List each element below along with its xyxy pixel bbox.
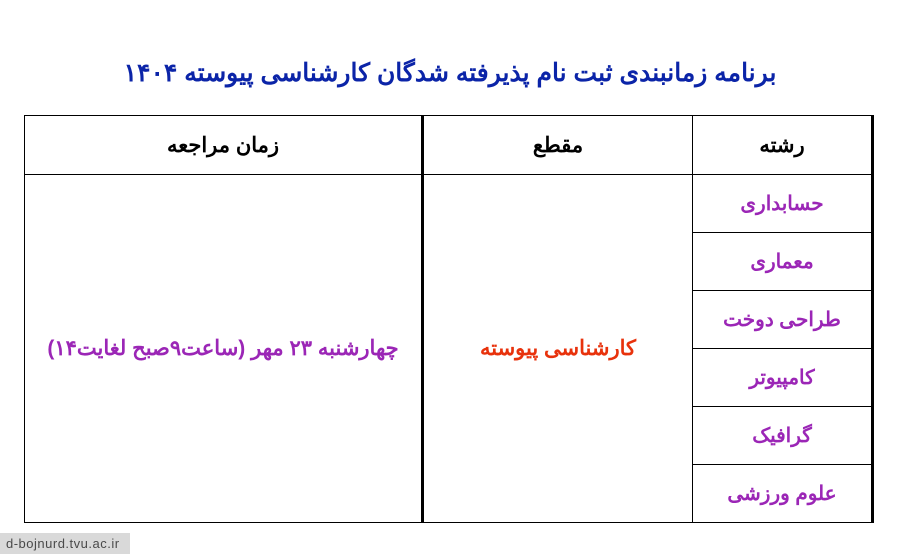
cell-reshte: کامپیوتر xyxy=(693,349,873,407)
cell-zaman: چهارشنبه ۲۳ مهر (ساعت۹صبح لغایت۱۴) xyxy=(25,175,423,523)
cell-moqta: کارشناسی پیوسته xyxy=(423,175,693,523)
table-row xyxy=(25,175,873,233)
column-header-zaman: زمان مراجعه xyxy=(25,116,423,175)
page-title: برنامه زمانبندی ثبت نام پذیرفته شدگان کارشناسی پیوسته ۱۴۰۴ xyxy=(123,59,777,87)
table-header-row xyxy=(25,116,873,175)
schedule-table-container xyxy=(26,115,874,523)
cell-reshte: حسابداری xyxy=(693,175,873,233)
schedule-table xyxy=(24,115,874,523)
column-header-moqta: مقطع xyxy=(423,116,693,175)
cell-reshte: گرافیک xyxy=(693,407,873,465)
column-header-reshte: رشته xyxy=(693,116,873,175)
cell-reshte: معماری xyxy=(693,233,873,291)
cell-reshte: علوم ورزشی xyxy=(693,465,873,523)
cell-reshte: طراحی دوخت xyxy=(693,291,873,349)
site-watermark: d-bojnurd.tvu.ac.ir xyxy=(0,533,130,554)
